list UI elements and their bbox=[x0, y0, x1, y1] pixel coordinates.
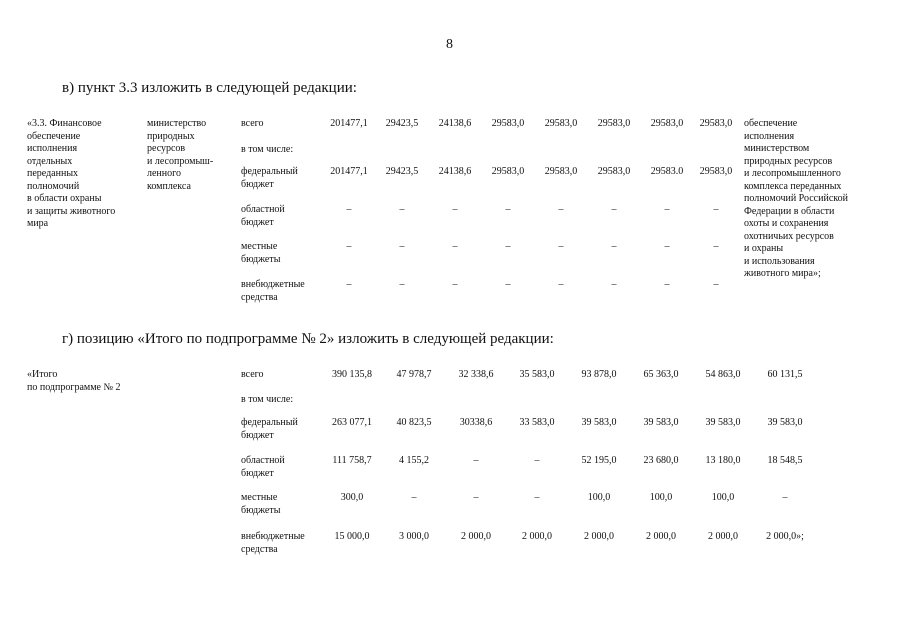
section-v-cell: 24138,6 bbox=[438, 118, 472, 129]
section-v-cell: – bbox=[399, 279, 405, 290]
section-g-cell: – bbox=[534, 455, 540, 466]
section-v-cell: – bbox=[713, 204, 719, 215]
section-g-heading: г) позицию «Итого по подпрограмме № 2» изложить в следующей редакции: bbox=[62, 331, 554, 347]
section-g-cell: 39 583,0 bbox=[581, 417, 617, 428]
section-v-result: обеспечение исполнения министерством природных ресурсов и лесопромышленного комплекса переданных полномочий Российской Федерации в области охоты и сохранения охотничьих ресурсов и охраны и использования животного мира»; bbox=[744, 118, 848, 279]
section-g-row-label: в том числе: bbox=[241, 394, 294, 405]
section-v-cell: 29583.0 bbox=[650, 166, 684, 177]
section-g-cell: 39 583,0 bbox=[643, 417, 679, 428]
section-g-cell: 2 000,0 bbox=[646, 531, 676, 542]
section-g-cell: 40 823,5 bbox=[396, 417, 432, 428]
section-v-cell: 201477,1 bbox=[330, 118, 368, 129]
section-g-cell: 2 000,0 bbox=[584, 531, 614, 542]
section-v-cell: – bbox=[452, 241, 458, 252]
section-g-cell: 30338,6 bbox=[459, 417, 493, 428]
section-v-cell: 29583,0 bbox=[597, 166, 631, 177]
section-v-cell: 29583,0 bbox=[699, 166, 733, 177]
section-g-cell: 15 000,0 bbox=[334, 531, 370, 542]
section-v-row-label: всего bbox=[241, 118, 264, 129]
section-v-cell: – bbox=[452, 279, 458, 290]
section-v-cell: – bbox=[558, 279, 564, 290]
section-v-cell: – bbox=[611, 204, 617, 215]
section-v-row-label: областной бюджет bbox=[241, 204, 285, 228]
section-v-cell: – bbox=[611, 241, 617, 252]
section-v-cell: 29583,0 bbox=[491, 118, 525, 129]
section-v-cell: 29583,0 bbox=[544, 118, 578, 129]
section-v-executor: министерство природных ресурсов и лесопромыш- ленного комплекса bbox=[147, 118, 214, 192]
section-v-cell: – bbox=[452, 204, 458, 215]
section-v-cell: – bbox=[664, 279, 670, 290]
section-g-cell: 54 863,0 bbox=[705, 369, 741, 380]
section-v-cell: – bbox=[346, 241, 352, 252]
section-g-cell: 4 155,2 bbox=[399, 455, 429, 466]
section-v-cell: 29583,0 bbox=[650, 118, 684, 129]
section-g-cell: 2 000,0 bbox=[461, 531, 491, 542]
section-g-cell: 3 000,0 bbox=[399, 531, 429, 542]
section-g-cell: – bbox=[473, 455, 479, 466]
section-g-cell: 100,0 bbox=[711, 492, 735, 503]
section-v-cell: – bbox=[664, 241, 670, 252]
section-v-cell: – bbox=[399, 241, 405, 252]
section-g-cell: 100,0 bbox=[649, 492, 673, 503]
section-g-cell: 32 338,6 bbox=[458, 369, 494, 380]
section-v-row-label: в том числе: bbox=[241, 144, 294, 155]
section-g-cell: 65 363,0 bbox=[643, 369, 679, 380]
page-number: 8 bbox=[446, 37, 453, 52]
section-v-cell: – bbox=[611, 279, 617, 290]
section-v-cell: 29583,0 bbox=[597, 118, 631, 129]
section-g-cell: 2 000,0»; bbox=[766, 531, 804, 542]
section-v-cell: – bbox=[346, 279, 352, 290]
section-v-cell: – bbox=[558, 204, 564, 215]
section-g-cell: 33 583,0 bbox=[519, 417, 555, 428]
section-g-cell: 39 583,0 bbox=[705, 417, 741, 428]
section-v-cell: 24138,6 bbox=[438, 166, 472, 177]
section-g-cell: 2 000,0 bbox=[708, 531, 738, 542]
section-g-cell: 23 680,0 bbox=[643, 455, 679, 466]
section-v-cell: 201477,1 bbox=[330, 166, 368, 177]
section-g-row-label: местные бюджеты bbox=[241, 492, 281, 516]
section-v-cell: – bbox=[346, 204, 352, 215]
section-g-row-label: всего bbox=[241, 369, 264, 380]
section-g-cell: 60 131,5 bbox=[767, 369, 803, 380]
section-g-cell: 18 548,5 bbox=[767, 455, 803, 466]
section-v-cell: 29583,0 bbox=[699, 118, 733, 129]
section-g-cell: 13 180,0 bbox=[705, 455, 741, 466]
section-v-cell: – bbox=[713, 241, 719, 252]
section-g-cell: 93 878,0 bbox=[581, 369, 617, 380]
section-g-cell: 39 583,0 bbox=[767, 417, 803, 428]
section-g-cell: – bbox=[534, 492, 540, 503]
section-v-cell: – bbox=[505, 279, 511, 290]
section-g-cell: 52 195,0 bbox=[581, 455, 617, 466]
section-v-cell: – bbox=[399, 204, 405, 215]
section-g-cell: 300,0 bbox=[340, 492, 364, 503]
section-v-cell: 29583,0 bbox=[491, 166, 525, 177]
section-v-cell: – bbox=[505, 204, 511, 215]
section-v-row-label: местные бюджеты bbox=[241, 241, 281, 265]
section-v-row-label: внебюджетные средства bbox=[241, 279, 305, 303]
section-g-cell: – bbox=[473, 492, 479, 503]
section-g-cell: – bbox=[782, 492, 788, 503]
section-g-cell: 2 000,0 bbox=[522, 531, 552, 542]
section-g-item-name: «Итого по подпрограмме № 2 bbox=[27, 369, 121, 393]
section-v-cell: 29423,5 bbox=[385, 166, 419, 177]
section-g-row-label: внебюджетные средства bbox=[241, 531, 305, 555]
section-v-cell: – bbox=[713, 279, 719, 290]
section-g-cell: 263 077,1 bbox=[332, 417, 372, 428]
section-g-cell: 35 583,0 bbox=[519, 369, 555, 380]
section-g-cell: 100,0 bbox=[587, 492, 611, 503]
section-g-cell: 111 758,7 bbox=[332, 455, 372, 466]
section-v-item-name: «3.3. Финансовое обеспечение исполнения отдельных переданных полномочий в области охраны и защиты животного мира bbox=[27, 118, 116, 229]
section-v-row-label: федеральный бюджет bbox=[241, 166, 298, 190]
section-g-cell: 47 978,7 bbox=[396, 369, 432, 380]
section-g-row-label: областной бюджет bbox=[241, 455, 285, 479]
section-v-heading: в) пункт 3.3 изложить в следующей редакции: bbox=[62, 80, 357, 96]
section-v-cell: – bbox=[558, 241, 564, 252]
section-v-cell: 29423,5 bbox=[385, 118, 419, 129]
section-v-cell: – bbox=[505, 241, 511, 252]
section-g-cell: – bbox=[411, 492, 417, 503]
section-g-cell: 390 135,8 bbox=[332, 369, 372, 380]
section-v-cell: – bbox=[664, 204, 670, 215]
section-g-row-label: федеральный бюджет bbox=[241, 417, 298, 441]
section-v-cell: 29583,0 bbox=[544, 166, 578, 177]
